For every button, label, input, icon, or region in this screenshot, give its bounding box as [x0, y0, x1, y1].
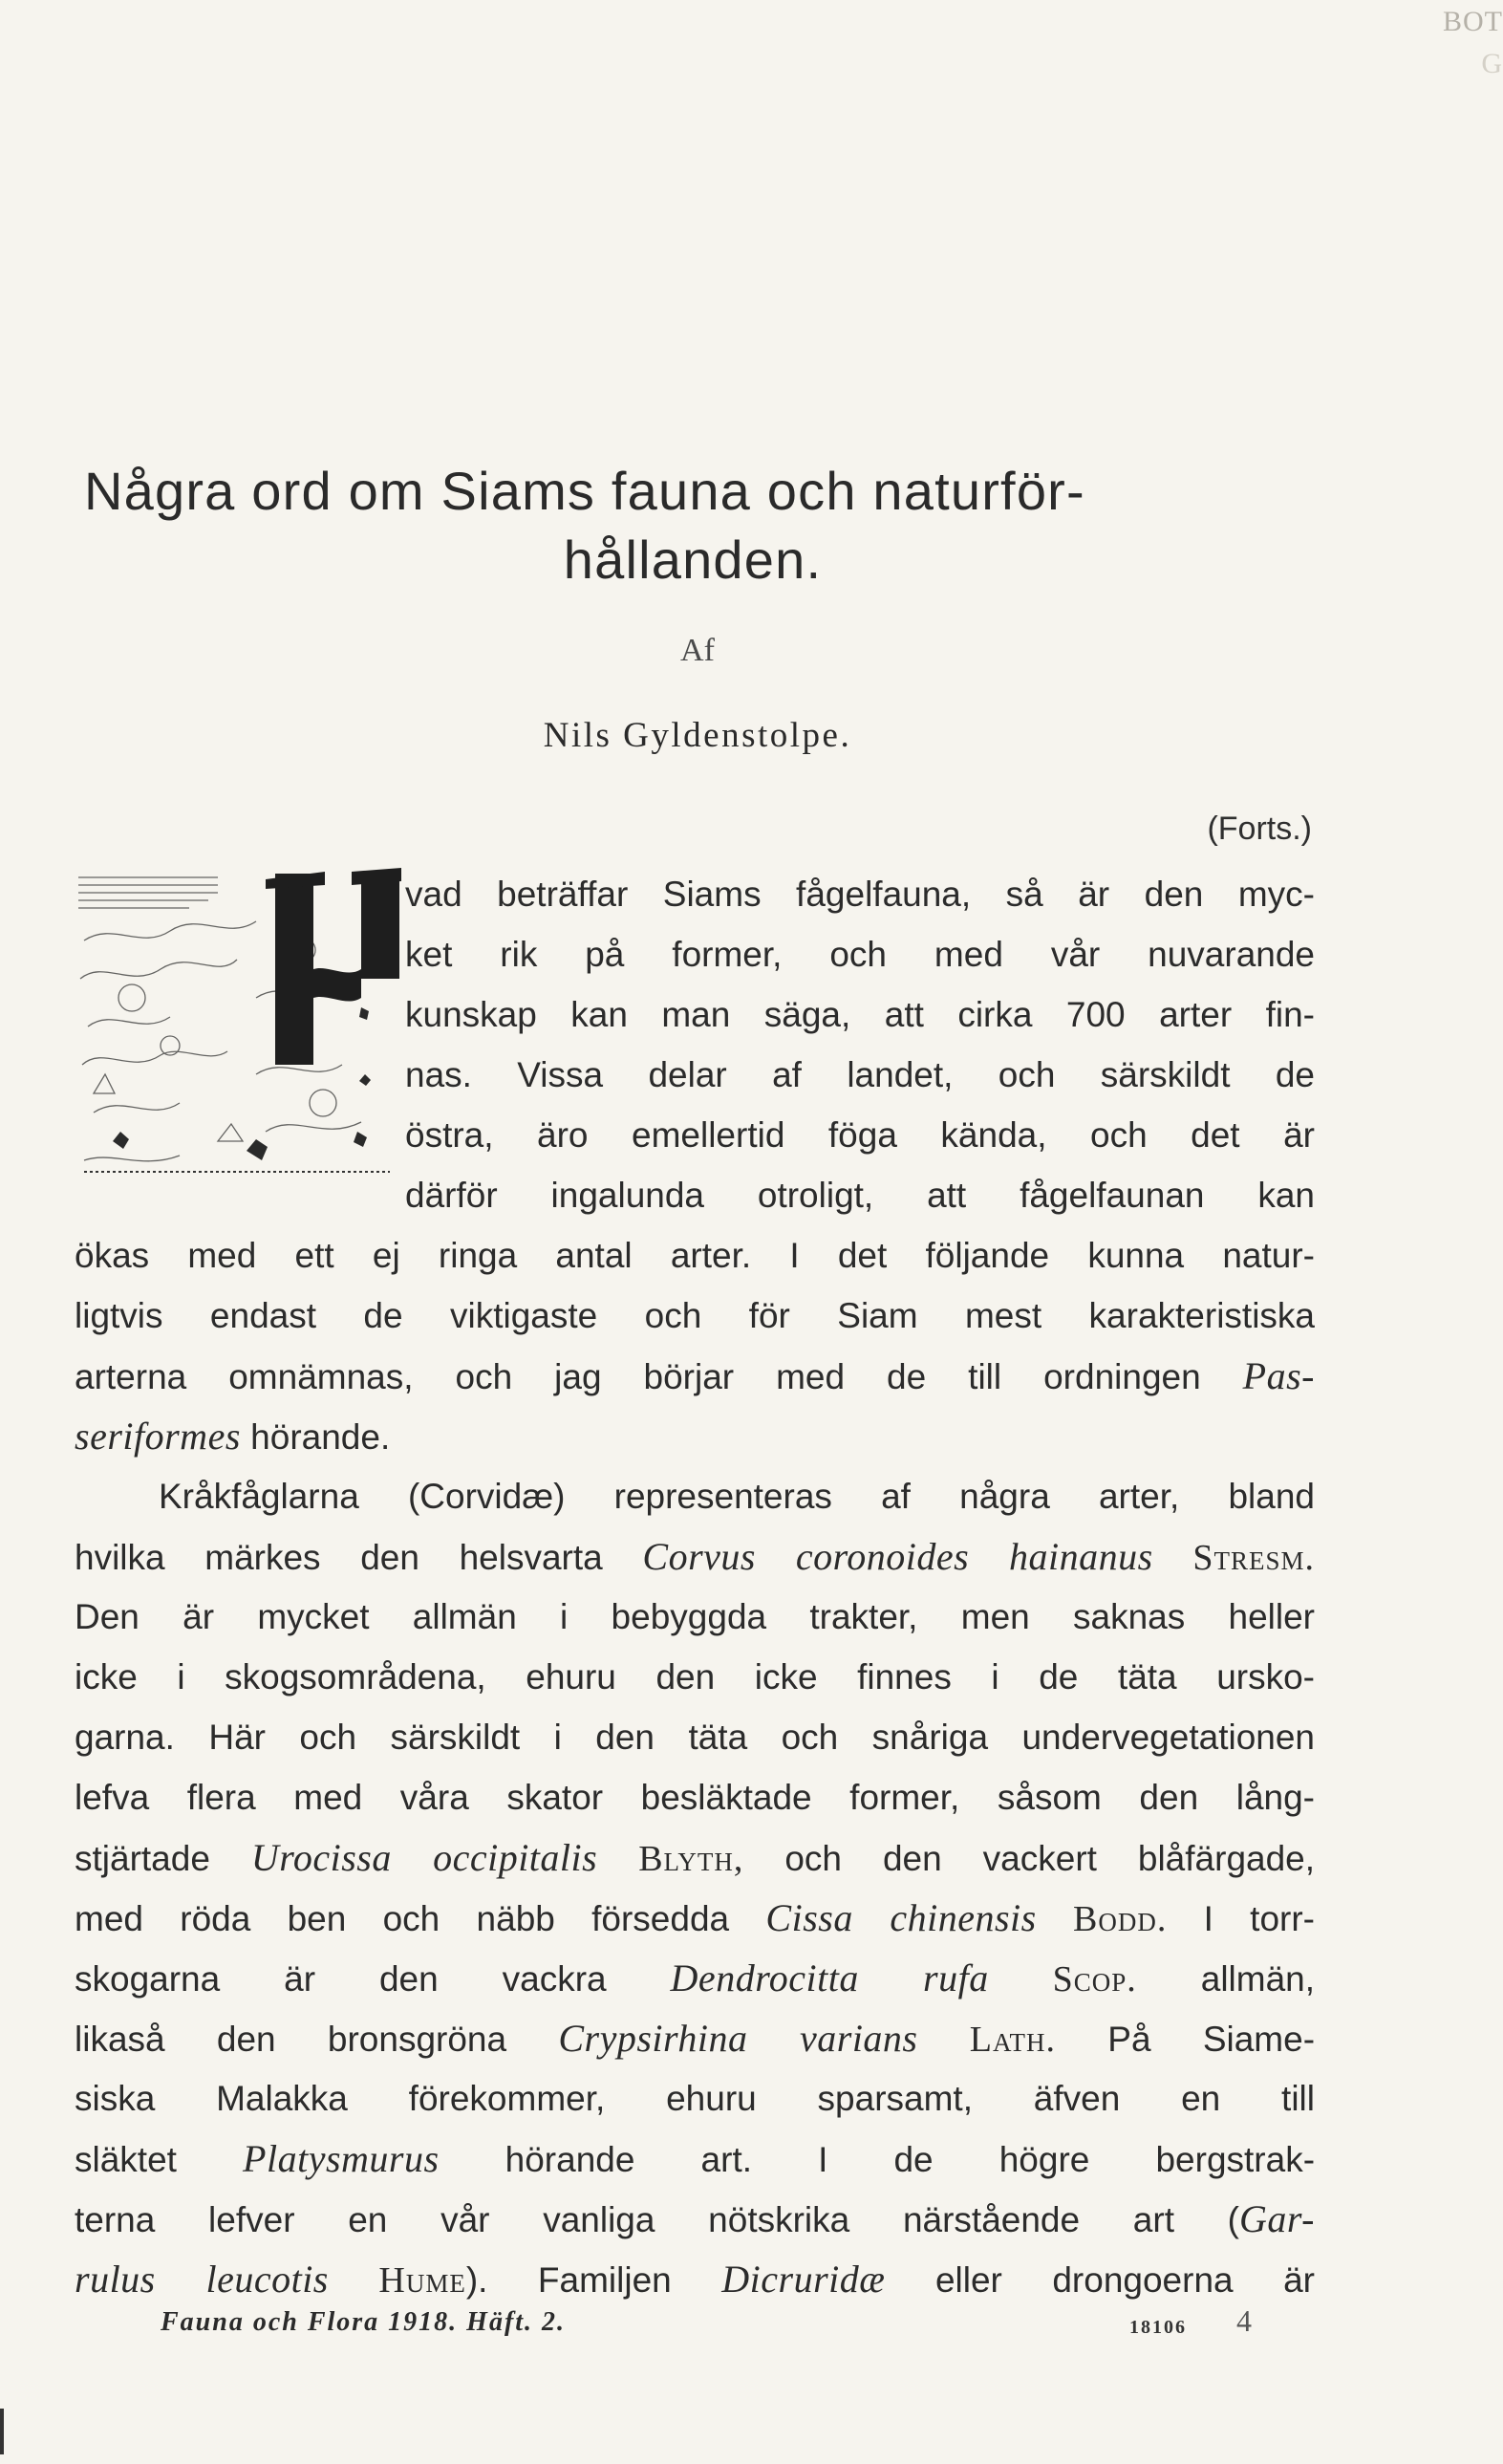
paragraph-line [75, 1948, 1315, 2008]
paragraph-line: garna. Här och särskildt i den täta och snåriga undervegetationen [75, 1718, 1315, 1757]
paragraph-line: vad beträffar Siams fågelfauna, så är den myc- [405, 875, 1315, 914]
title-line-1: Några ord om Siams fauna och naturför- [84, 461, 1085, 521]
paragraph-line [75, 1827, 1315, 1888]
paragraph-line: lefva flera med våra skator besläktade former, såsom den lång- [75, 1778, 1315, 1817]
text-run: släktet [75, 2140, 177, 2179]
paragraph-line [75, 1888, 1315, 1948]
paragraph-line [75, 2249, 1315, 2309]
article-body [75, 864, 1315, 2309]
paragraph-line: icke i skogsområdena, ehuru den icke finnes i de täta ursko- [75, 1657, 1315, 1697]
taxon-name: rulus leucotis [75, 2258, 329, 2301]
paragraph-line: ökas med ett ej ringa antal arter. I det följande kunna natur- [75, 1236, 1315, 1275]
continuation-note: (Forts.) [1207, 811, 1312, 847]
article-title [57, 457, 1328, 594]
paragraph-line: Den är mycket allmän i bebyggda trakter, men saknas heller [75, 1597, 1315, 1636]
author-citation: Stresm. [1192, 1538, 1316, 1578]
title-line-2: hållanden. [563, 530, 823, 590]
taxon-name: Pas- [1242, 1354, 1315, 1397]
text-run: hvilka märkes den helsvarta [75, 1538, 603, 1577]
paragraph-line [75, 2189, 1315, 2249]
text-run: likaså den bronsgröna [75, 2020, 507, 2059]
paragraph-line: ket rik på former, och med vår nuvarande [405, 935, 1315, 974]
author-citation: Hume [378, 2260, 466, 2301]
author-citation: Blyth, [638, 1839, 744, 1879]
author-citation: Bodd. [1072, 1899, 1168, 1939]
taxon-name: Crypsirhina varians [558, 2017, 918, 2060]
paragraph-line: ligtvis endast de viktigaste och för Siam mest karakteristiska [75, 1296, 1315, 1335]
paragraph-line [75, 1346, 1315, 1406]
taxon-name: Dendrocitta rufa [670, 1956, 989, 1999]
text-run: hörande art. I de högre bergstrak- [505, 2140, 1316, 2179]
taxon-name: Platysmurus [243, 2137, 440, 2180]
print-code: 18106 [1129, 2317, 1187, 2338]
author-citation-wrap [378, 2260, 671, 2300]
taxon-name: Gar- [1239, 2197, 1315, 2240]
page-edge-mark [0, 2409, 4, 2454]
taxon-name: Corvus coronoides hainanus [642, 1535, 1153, 1578]
paragraph-line: nas. Vissa delar af landet, och särskildt de [405, 1055, 1315, 1094]
paragraph-line: Kråkfåglarna (Corvidæ) representeras af några arter, bland [159, 1477, 1315, 1516]
paragraph-line [75, 1526, 1315, 1587]
byline-af: Af [680, 633, 715, 668]
signature-mark: 4 [1236, 2303, 1252, 2338]
corner-mark-line2: G [1481, 48, 1503, 79]
taxon-name: Dicruridæ [721, 2258, 886, 2301]
corner-mark-line1: BOT [1443, 6, 1503, 37]
paragraph-line: östra, äro emellertid föga kända, och det är [405, 1115, 1315, 1155]
paragraph-1-wrap [75, 864, 1315, 1225]
taxon-name: seriformes [75, 1415, 241, 1458]
paragraph-line [75, 2008, 1315, 2068]
taxon-name: Cissa chinensis [765, 1896, 1037, 1939]
text-run: hörande. [250, 1417, 391, 1457]
text-run: allmän, [1200, 1959, 1316, 1999]
author-name: Nils Gyldenstolpe. [543, 716, 852, 755]
author-citation: Scop. [1052, 1959, 1137, 1999]
text-run: och den vackert blåfärgade, [784, 1839, 1316, 1878]
text-run: I torr- [1203, 1899, 1315, 1938]
text-run: terna lefver en vår vanliga nötskrika närstående art ( [75, 2200, 1240, 2239]
text-run: stjärtade [75, 1839, 210, 1878]
text-run: eller drongoerna är [934, 2260, 1316, 2300]
author-citation: Lath. [969, 2020, 1056, 2060]
journal-footer: Fauna och Flora 1918. Häft. 2. [161, 2307, 567, 2337]
text-run: arterna omnämnas, och jag börjar med de till ordningen [75, 1357, 1201, 1396]
paragraph-line: siska Malakka förekommer, ehuru sparsamt, äfven en till [75, 2079, 1315, 2118]
paragraph-line [75, 1406, 1315, 1466]
text-run: På Siame- [1107, 2020, 1316, 2059]
corner-library-mark [1443, 6, 1503, 80]
paragraph-line [75, 2129, 1315, 2189]
paragraph-line: därför ingalunda otroligt, att fågelfaunan kan [405, 1176, 1315, 1215]
text-run: skogarna är den vackra [75, 1959, 607, 1999]
paragraph-line: kunskap kan man säga, att cirka 700 arter fin- [405, 995, 1315, 1034]
text-run: ). Familjen [465, 2260, 672, 2300]
text-run: med röda ben och näbb försedda [75, 1899, 730, 1938]
taxon-name: Urocissa occipitalis [250, 1836, 598, 1879]
